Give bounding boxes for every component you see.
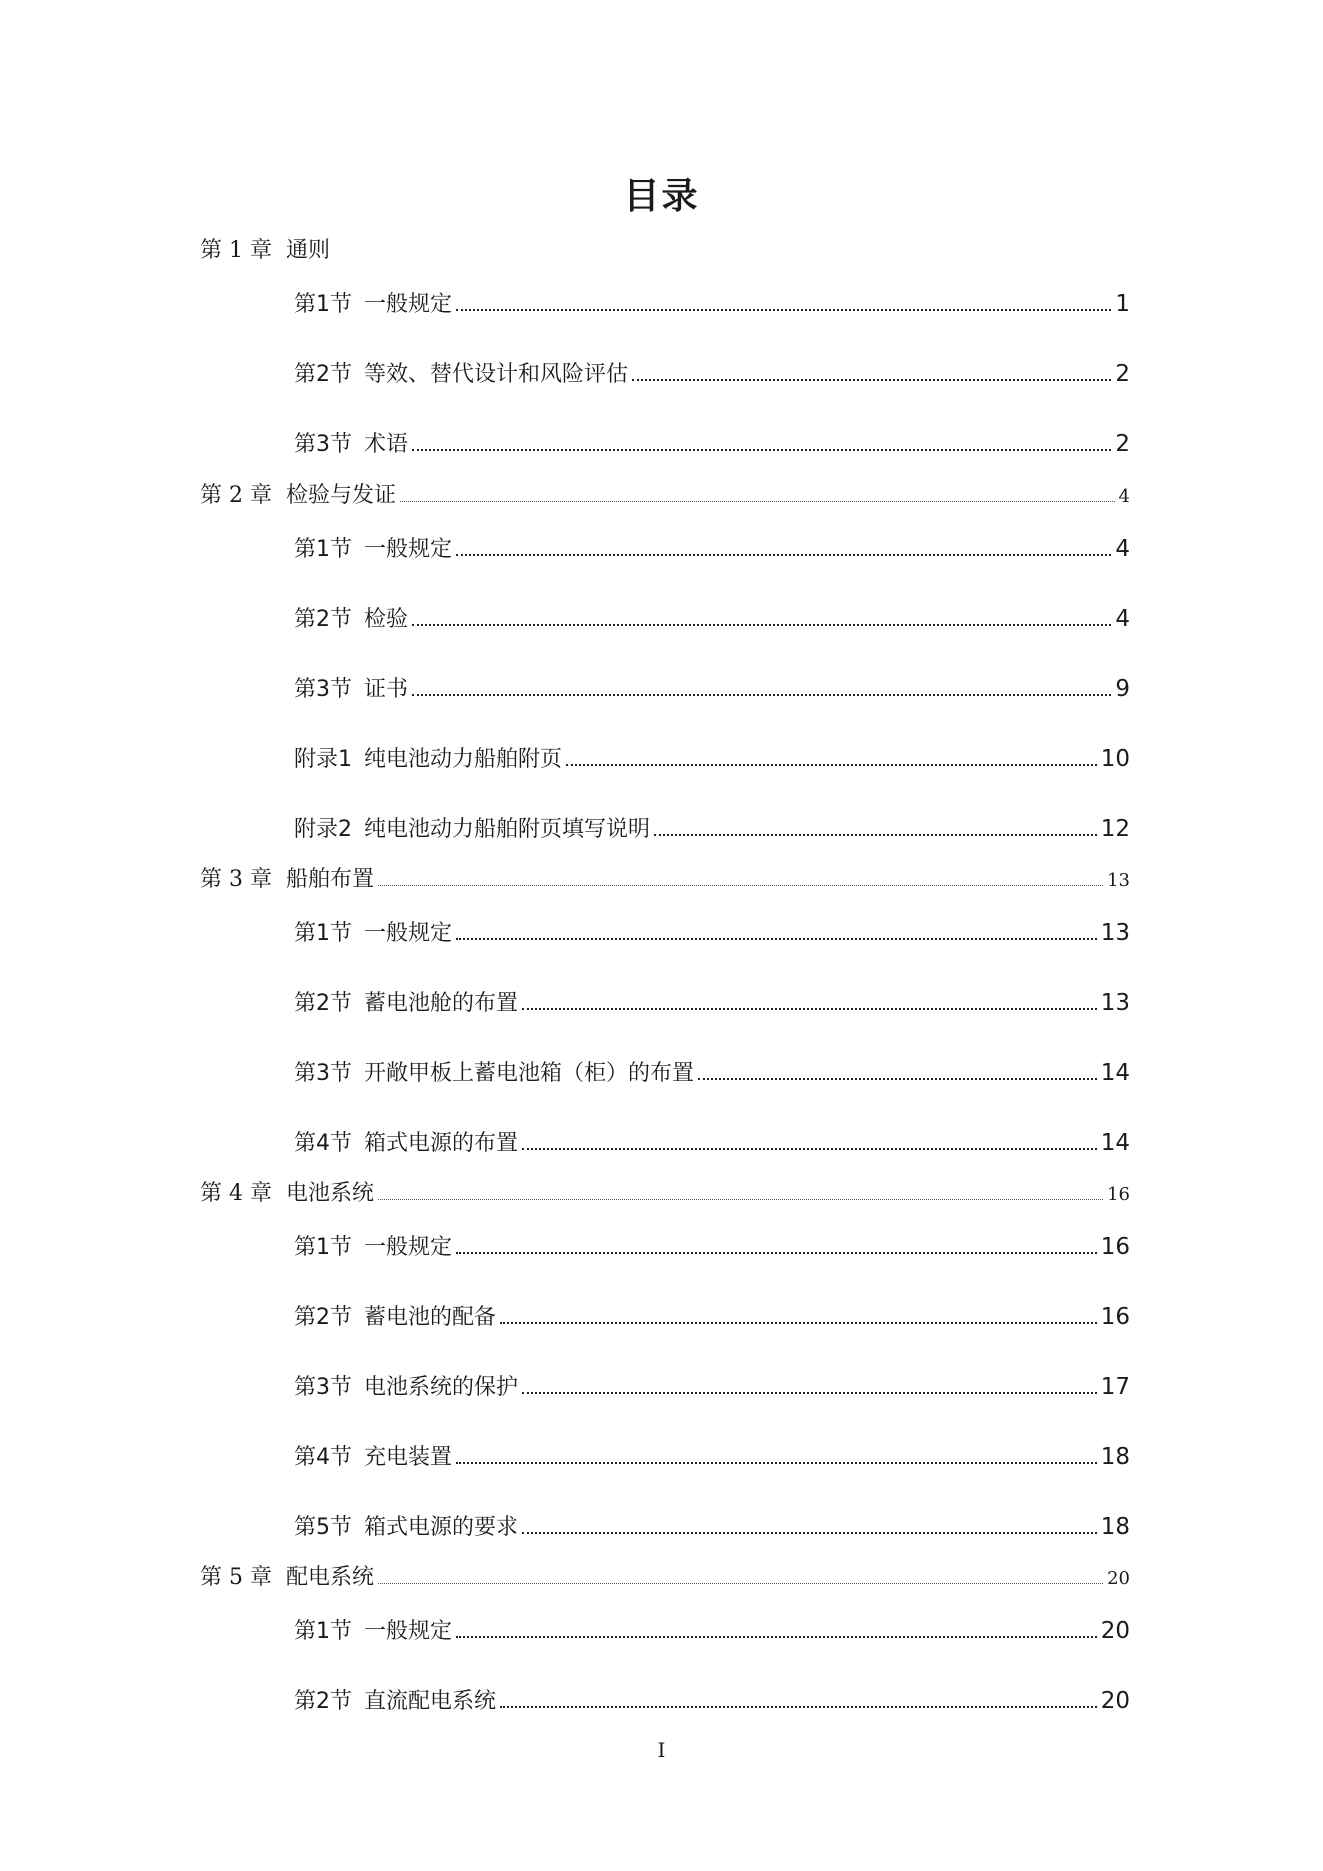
chapter-title: 配电系统	[285, 1565, 374, 1590]
page-number: 12	[1100, 816, 1130, 842]
page-number: 14	[1100, 1060, 1130, 1086]
dot-leader	[378, 1195, 1103, 1200]
toc-section[interactable]	[294, 1056, 1130, 1087]
chapter-title: 船舶布置	[285, 867, 374, 892]
section-title: 开敞甲板上蓄电池箱（柜）的布置	[364, 1061, 695, 1086]
toc-section[interactable]	[294, 1614, 1130, 1645]
page-number: 16	[1100, 1304, 1130, 1330]
chapter-title: 检验与发证	[285, 483, 396, 508]
section-title: 箱式电源的要求	[364, 1515, 519, 1540]
page-number: 18	[1100, 1514, 1130, 1540]
page-number: 4	[1115, 606, 1130, 632]
section-number: 第1节	[294, 537, 352, 562]
section-number: 第2节	[294, 1305, 352, 1330]
section-title: 等效、替代设计和风险评估	[364, 362, 629, 387]
toc-chapter-1[interactable]	[200, 233, 1130, 264]
dot-leader	[456, 550, 1111, 556]
section-title: 纯电池动力船舶附页	[364, 747, 563, 772]
page-number: 16	[1107, 1184, 1130, 1205]
section-title: 蓄电池的配备	[364, 1305, 497, 1330]
toc-section[interactable]	[294, 916, 1130, 947]
section-title: 一般规定	[364, 921, 453, 946]
page-number: 14	[1100, 1130, 1130, 1156]
dot-leader	[456, 1248, 1097, 1254]
page-number: 13	[1100, 920, 1130, 946]
page-number: 2	[1115, 431, 1130, 457]
toc-section[interactable]	[294, 1126, 1130, 1157]
dot-leader	[522, 1388, 1097, 1394]
dot-leader	[698, 1074, 1097, 1080]
page-number: 2	[1115, 361, 1130, 387]
chapter-number: 第 1 章	[200, 238, 272, 263]
section-title: 术语	[364, 432, 409, 457]
appendix-number: 附录2	[294, 817, 352, 842]
toc-chapter-5[interactable]	[200, 1560, 1130, 1591]
toc-section[interactable]	[294, 672, 1130, 703]
toc-appendix[interactable]	[294, 812, 1130, 843]
toc-section[interactable]	[294, 1684, 1130, 1715]
toc-section[interactable]	[294, 1370, 1130, 1401]
section-title: 一般规定	[364, 1619, 453, 1644]
section-number: 第2节	[294, 1689, 352, 1714]
chapter-title: 电池系统	[285, 1181, 374, 1206]
chapter-number: 第 4 章	[200, 1181, 272, 1206]
toc-chapter-4[interactable]	[200, 1176, 1130, 1207]
section-number: 第1节	[294, 1619, 352, 1644]
toc-section[interactable]	[294, 1230, 1130, 1261]
page-number: 20	[1100, 1688, 1130, 1714]
section-title: 电池系统的保护	[364, 1375, 519, 1400]
dot-leader	[412, 620, 1111, 626]
toc-section[interactable]	[294, 427, 1130, 458]
toc-appendix[interactable]	[294, 742, 1130, 773]
toc-section[interactable]	[294, 1510, 1130, 1541]
section-title: 充电装置	[364, 1445, 453, 1470]
section-number: 第2节	[294, 991, 352, 1016]
chapter-number: 第 3 章	[200, 867, 272, 892]
dot-leader	[378, 881, 1103, 886]
dot-leader	[522, 1004, 1097, 1010]
toc-section[interactable]	[294, 1300, 1130, 1331]
section-title: 一般规定	[364, 1235, 453, 1260]
dot-leader	[654, 830, 1097, 836]
dot-leader	[456, 1458, 1097, 1464]
appendix-number: 附录1	[294, 747, 352, 772]
toc-title: 目录	[623, 176, 700, 217]
dot-leader	[456, 934, 1097, 940]
section-title: 纯电池动力船舶附页填写说明	[364, 817, 651, 842]
page-number: 9	[1115, 676, 1130, 702]
page-number: 13	[1100, 990, 1130, 1016]
toc-section[interactable]	[294, 986, 1130, 1017]
section-number: 第5节	[294, 1515, 352, 1540]
section-title: 证书	[364, 677, 409, 702]
section-title: 检验	[364, 607, 409, 632]
toc-chapter-2[interactable]	[200, 478, 1130, 509]
dot-leader	[400, 497, 1115, 502]
section-number: 第1节	[294, 921, 352, 946]
chapter-number: 第 5 章	[200, 1565, 272, 1590]
section-number: 第3节	[294, 1375, 352, 1400]
section-title: 箱式电源的布置	[364, 1131, 519, 1156]
section-number: 第1节	[294, 292, 352, 317]
toc-section[interactable]	[294, 287, 1130, 318]
dot-leader	[456, 305, 1111, 311]
dot-leader	[500, 1702, 1097, 1708]
dot-leader	[412, 445, 1111, 451]
section-number: 第1节	[294, 1235, 352, 1260]
section-title: 一般规定	[364, 537, 453, 562]
dot-leader	[522, 1144, 1097, 1150]
page-number: 20	[1100, 1618, 1130, 1644]
section-number: 第2节	[294, 362, 352, 387]
dot-leader	[522, 1528, 1097, 1534]
dot-leader	[500, 1318, 1097, 1324]
page-number: 4	[1115, 536, 1130, 562]
chapter-title: 通则	[285, 238, 330, 263]
toc-section[interactable]	[294, 532, 1130, 563]
toc-section[interactable]	[294, 602, 1130, 633]
page-number: 20	[1107, 1568, 1130, 1589]
toc-chapter-3[interactable]	[200, 862, 1130, 893]
page-number: 13	[1107, 870, 1130, 891]
section-number: 第3节	[294, 677, 352, 702]
dot-leader	[456, 1632, 1097, 1638]
dot-leader	[566, 760, 1097, 766]
dot-leader	[632, 375, 1111, 381]
section-number: 第2节	[294, 607, 352, 632]
page-number: 1	[1115, 291, 1130, 317]
dot-leader	[378, 1579, 1103, 1584]
page-number: 16	[1100, 1234, 1130, 1260]
page-number: 17	[1100, 1374, 1130, 1400]
section-number: 第4节	[294, 1131, 352, 1156]
dot-leader	[412, 690, 1111, 696]
section-number: 第3节	[294, 432, 352, 457]
page-number: 10	[1100, 746, 1130, 772]
toc-section[interactable]	[294, 357, 1130, 388]
footer-page-number: I	[657, 1738, 666, 1762]
section-title: 蓄电池舱的布置	[364, 991, 519, 1016]
chapter-number: 第 2 章	[200, 483, 272, 508]
toc-section[interactable]	[294, 1440, 1130, 1471]
section-title: 直流配电系统	[364, 1689, 497, 1714]
page-number: 18	[1100, 1444, 1130, 1470]
section-title: 一般规定	[364, 292, 453, 317]
section-number: 第3节	[294, 1061, 352, 1086]
page-number: 4	[1118, 486, 1130, 507]
section-number: 第4节	[294, 1445, 352, 1470]
